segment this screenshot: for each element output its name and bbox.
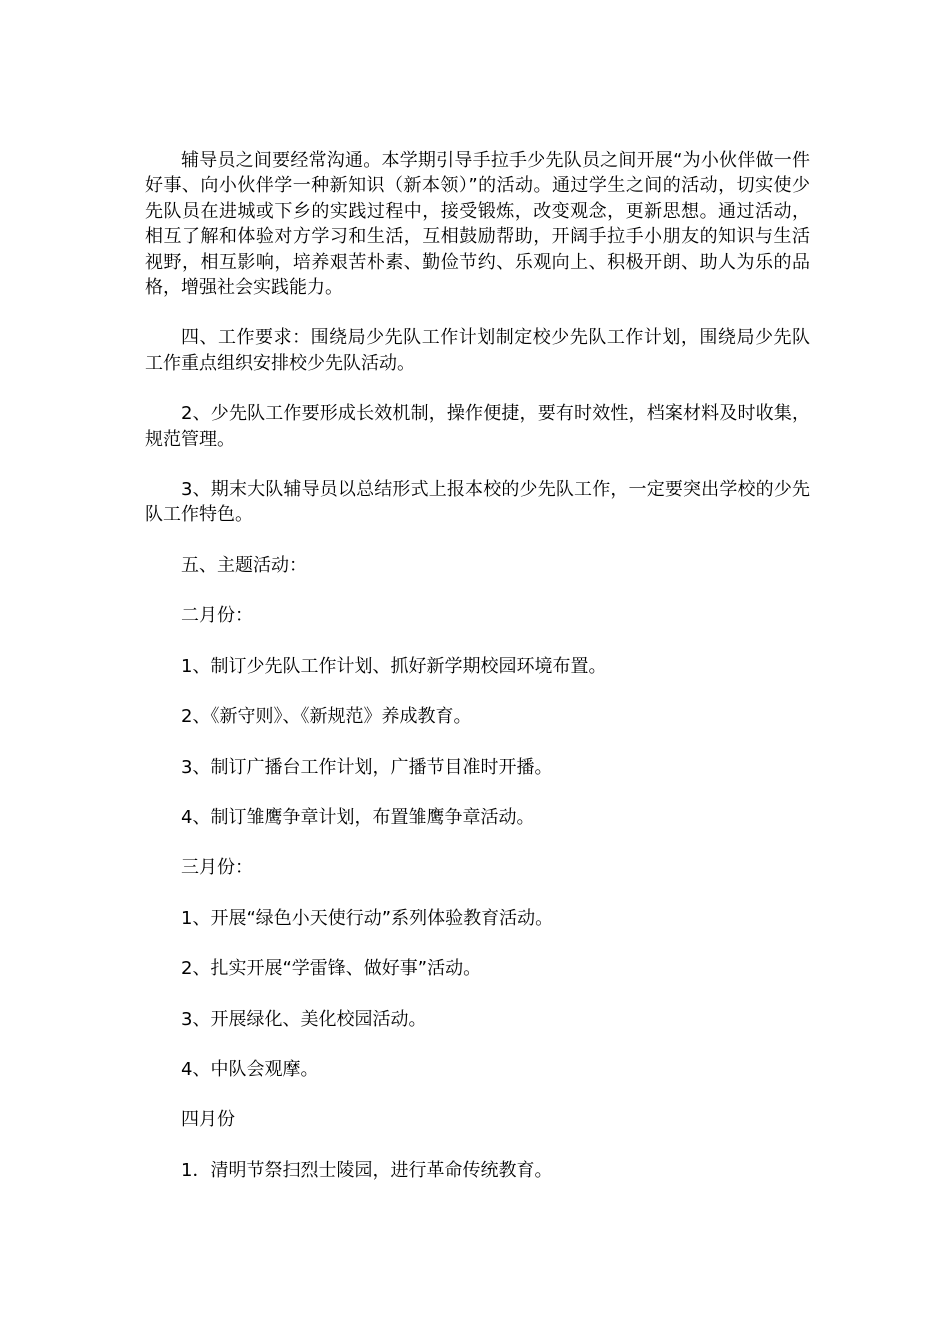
list-item-mar-1: 1、开展“绿色小天使行动”系列体验教育活动。 [181, 907, 554, 929]
list-item-feb-3: 3、制订广播台工作计划，广播节目准时开播。 [181, 756, 553, 778]
list-item-mar-3: 3、开展绿化、美化校园活动。 [181, 1008, 427, 1030]
heading-april: 四月份 [181, 1109, 235, 1131]
heading-theme-activities: 五、主题活动： [181, 554, 307, 576]
list-item-feb-4: 4、制订雏鹰争章计划，布置雏鹰争章活动。 [181, 806, 535, 828]
heading-march: 三月份： [181, 857, 253, 879]
list-item-feb-2: 2、《新守则》、《新规范》养成教育。 [181, 706, 472, 728]
list-item-apr-1: 1．清明节祭扫烈士陵园，进行革命传统教育。 [181, 1159, 553, 1181]
list-item-mar-4: 4、中队会观摩。 [181, 1058, 319, 1080]
paragraph-requirement-2: 2、少先队工作要形成长效机制，操作便捷，要有时效性，档案材料及时收集，规范管理。 [145, 403, 810, 450]
list-item-mar-2: 2、扎实开展“学雷锋、做好事”活动。 [181, 958, 482, 980]
document-page [145, 148, 810, 1208]
heading-february: 二月份： [181, 605, 253, 627]
paragraph-work-requirements: 四、工作要求：围绕局少先队工作计划制定校少先队工作计划，围绕局少先队工作重点组织安排校少先队活动。 [145, 327, 810, 374]
list-item-feb-1: 1、制订少先队工作计划、抓好新学期校园环境布置。 [181, 655, 607, 677]
paragraph-counselor-communication: 辅导员之间要经常沟通。本学期引导手拉手少先队员之间开展“为小伙伴做一件好事、向小伙伴学一种新知识（新本领）”的活动。通过学生之间的活动，切实使少先队员在进城或下乡的实践过程中，接受锻炼，改变观念，更新思想。通过活动，相互了解和体验对方学习和生活，互相鼓励帮助，开阔手拉手小朋友的知识与生活视野，相互影响，培养艰苦朴素、勤俭节约、乐观向上、积极开朗、助人为乐的品格，增强社会实践能力。 [145, 150, 810, 299]
paragraph-requirement-3: 3、期末大队辅导员以总结形式上报本校的少先队工作，一定要突出学校的少先队工作特色。 [145, 479, 810, 526]
